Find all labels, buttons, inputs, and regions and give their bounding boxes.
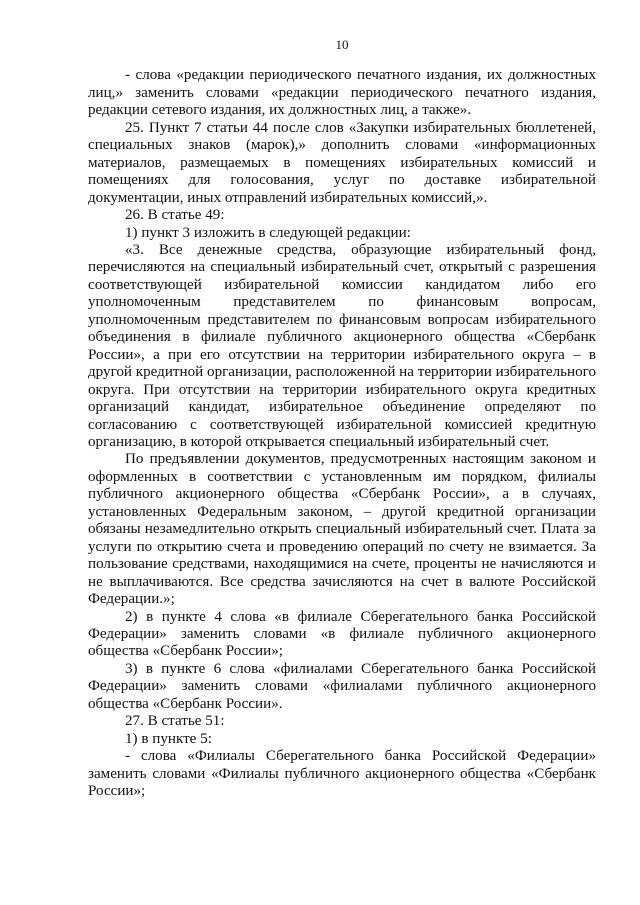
paragraph: 1) пункт 3 изложить в следующей редакции:: [125, 224, 411, 241]
paragraph: - слова «Филиалы Сберегательного банка Российской Федерации» заменить словами «Филиалы публичного акционерного общества «Сбербанк России»;: [88, 748, 596, 800]
paragraph: 1) в пункте 5:: [125, 730, 212, 747]
page-number: 10: [335, 37, 349, 52]
paragraph: 25. Пункт 7 статьи 44 после слов «Закупки избирательных бюллетеней, специальных знаков (марок),» дополнить словами «информационных материалов, размещаемых в помещениях избирательных комиссий и помещениях для голосования, услуг по доставке избирательной документации, иных отправлений избирательных комиссий,».: [88, 119, 596, 206]
paragraph: 2) в пункте 4 слова «в филиале Сберегательного банка Российской Федерации» заменить словами «в филиале публичного акционерного общества «Сбербанк России»;: [88, 608, 596, 660]
paragraph: - слова «редакции периодического печатного издания, их должностных лиц,» заменить словами «редакции периодического печатного издания, редакции сетевого издания, их должностных лиц, а также».: [88, 67, 596, 119]
paragraph: 26. В статье 49:: [125, 207, 225, 224]
paragraph: «3. Все денежные средства, образующие избирательный фонд, перечисляются на специальный избирательный счет, открытый с разрешения соответствующей избирательной комиссии кандидатом либо его уполномоченным представителем по финансовым вопросам, уполномоченным представителем по финансовым вопросам избирательного объединения в филиале публичного акционерного общества «Сбербанк России», а при его отсутствии на территории избирательного округа – в другой кредитной организации, расположенной на территории избирательного округа. При отсутствии на территории избирательного округа кредитных организаций кандидат, избирательное объединение определяют по согласованию с соответствующей избирательной комиссией кредитную организацию, в которой открывается специальный избирательный счет.: [88, 241, 596, 450]
paragraph: По предъявлении документов, предусмотренных настоящим законом и оформленных в соответствии с установленным им порядком, филиалы публичного акционерного общества «Сбербанк России», а в случаях, установленных Федеральным законом, – другой кредитной организации обязаны незамедлительно открыть специальный избирательный счет. Плата за услуги по открытию счета и проведению операций по счету не взимается. За пользование средствами, находящимися на счете, проценты не начисляются и не выплачиваются. Все средства зачисляются на счет в валюте Российской Федерации.»;: [88, 451, 596, 608]
paragraph: 27. В статье 51:: [125, 713, 225, 730]
document-page: [88, 36, 596, 800]
paragraph: 3) в пункте 6 слова «филиалами Сберегательного банка Российской Федерации» заменить словами «филиалами публичного акционерного общества «Сбербанк России».: [88, 660, 596, 712]
